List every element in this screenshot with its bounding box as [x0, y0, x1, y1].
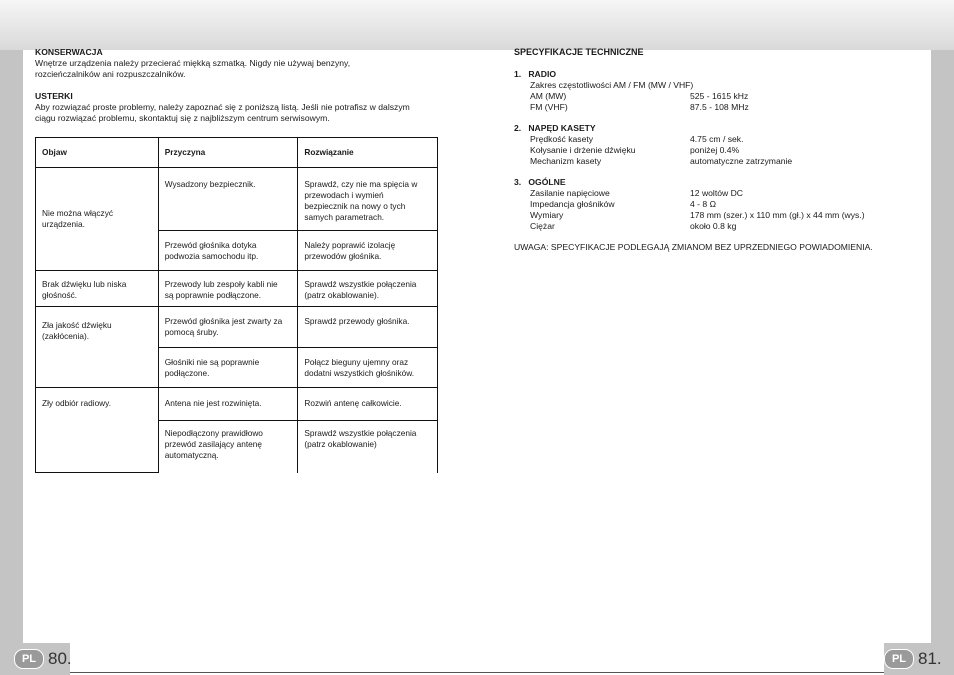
left-page-number	[14, 643, 72, 675]
spec-row	[514, 199, 914, 210]
table-row	[36, 271, 438, 307]
right-page-number	[884, 643, 942, 675]
solution-cell	[298, 271, 438, 307]
cell-line: Zły odbiór radiowy.	[42, 398, 112, 408]
spec-line: Zakres częstotliwości AM / FM (MW / VHF)	[530, 80, 694, 90]
column-header: Objaw	[36, 138, 159, 168]
cause-cell	[158, 348, 298, 388]
cell-line: Brak dźwięku lub niska	[42, 279, 127, 289]
spec-row	[514, 156, 914, 167]
left-margin-band	[0, 50, 23, 643]
cell-line: bezpiecznik na nowy o tych	[304, 201, 406, 211]
table-header-row	[36, 138, 438, 168]
table-row	[36, 388, 438, 421]
cause-cell	[158, 168, 298, 231]
header-band	[0, 0, 954, 50]
spec-row	[514, 91, 914, 102]
solution-cell	[298, 348, 438, 388]
spec-label: Wymiary	[530, 210, 564, 220]
cell-line: Zła jakość dźwięku	[42, 320, 112, 330]
spec-label: Kołysanie i drżenie dźwięku	[530, 145, 636, 155]
spec-label: Ciężar	[530, 221, 555, 231]
spec-row	[514, 188, 914, 199]
cause-cell	[158, 388, 298, 421]
cell-line: Antena nie jest rozwinięta.	[164, 398, 262, 408]
spec-value: automatyczne zatrzymanie	[690, 156, 793, 166]
spec-label: Impedancja głośników	[530, 199, 615, 209]
paragraph-line: Wnętrze urządzenia należy przecierać miękką szmatką. Nigdy nie używaj benzyny,	[35, 58, 351, 68]
cell-line: Przewody lub zespoły kabli nie	[164, 279, 278, 289]
spec-row	[514, 145, 914, 156]
symptom-cell	[36, 388, 159, 473]
cell-line: głośność.	[42, 290, 78, 300]
cause-cell	[158, 307, 298, 348]
cell-line: samych parametrach.	[304, 212, 385, 222]
cell-line: (patrz okablowanie)	[304, 439, 377, 449]
cause-cell	[158, 231, 298, 271]
language-badge: PL	[884, 649, 914, 669]
spec-heading: 3. OGÓLNE	[514, 177, 566, 187]
cell-line: (zakłócenia).	[42, 331, 90, 341]
section-heading: USTERKI	[35, 91, 73, 101]
spec-value: 4.75 cm / sek.	[690, 134, 744, 144]
cell-line: podłączone.	[164, 368, 210, 378]
cell-line: pomocą śruby.	[164, 327, 219, 337]
cell-line: Sprawdź wszystkie połączenia	[304, 428, 417, 438]
solution-cell	[298, 421, 438, 473]
spec-label: Zasilanie napięciowe	[530, 188, 610, 198]
table-row	[36, 307, 438, 348]
spec-label: Mechanizm kasety	[530, 156, 602, 166]
solution-cell	[298, 168, 438, 231]
spec-row	[514, 221, 914, 232]
cell-line: są poprawnie podłączone.	[164, 290, 262, 300]
spec-value: 87.5 - 108 MHz	[690, 102, 749, 112]
footer-rule	[70, 672, 884, 673]
symptom-cell	[36, 307, 159, 388]
right-margin-band	[931, 50, 954, 643]
paragraph-line: ciągu rozwiązać problemu, skontaktuj się z najbliższym centrum serwisowym.	[35, 113, 330, 123]
page-title: SPECYFIKACJE TECHNICZNE	[514, 47, 644, 57]
spec-row	[514, 134, 914, 145]
column-header: Rozwiązanie	[298, 138, 438, 168]
spec-heading: 2. NAPĘD KASETY	[514, 123, 596, 133]
spec-row	[514, 102, 914, 113]
cell-line: Głośniki nie są poprawnie	[164, 357, 260, 367]
spec-value: 525 - 1615 kHz	[690, 91, 749, 101]
cell-line: przewodów głośnika.	[304, 251, 382, 261]
cell-line: Wysadzony bezpiecznik.	[164, 179, 256, 189]
symptom-cell	[36, 271, 159, 307]
cell-line: (patrz okablowanie).	[304, 290, 380, 300]
section-heading: KONSERWACJA	[35, 47, 103, 57]
spec-row	[514, 210, 914, 221]
spec-heading: 1. RADIO	[514, 69, 557, 79]
paragraph-line: rozcieńczalników ani rozpuszczalników.	[35, 69, 186, 79]
cell-line: Nie można włączyć	[42, 208, 114, 218]
spec-value: 4 - 8 Ω	[690, 199, 717, 209]
cell-line: dodatni wszystkich głośników.	[304, 368, 415, 378]
solution-cell	[298, 388, 438, 421]
spec-value: 12 woltów DC	[690, 188, 744, 198]
cell-line: przewodach i wymień	[304, 190, 384, 200]
spec-value: 178 mm (szer.) x 110 mm (gł.) x 44 mm (wys.)	[690, 210, 865, 220]
spec-label: FM (VHF)	[530, 102, 568, 112]
maintenance-section	[35, 47, 440, 80]
page-number: 80.	[48, 649, 72, 668]
cell-line: Sprawdź, czy nie ma spięcia w	[304, 179, 418, 189]
spec-label: AM (MW)	[530, 91, 567, 101]
paragraph-line: Aby rozwiązać proste problemy, należy zapoznać się z poniższą listą. Jeśli nie potrafisz w dalszym	[35, 102, 410, 112]
cell-line: Niepodłączony prawidłowo	[164, 428, 263, 438]
cell-line: Sprawdź wszystkie połączenia	[304, 279, 417, 289]
cell-line: Sprawdź przewody głośnika.	[304, 316, 410, 326]
cell-line: Należy poprawić izolację	[304, 240, 396, 250]
cell-line: Rozwiń antenę całkowicie.	[304, 398, 402, 408]
cell-line: przewód zasilający antenę	[164, 439, 263, 449]
spec-value: poniżej 0.4%	[690, 145, 740, 155]
cell-line: Połącz bieguny ujemny oraz	[304, 357, 409, 367]
solution-cell	[298, 231, 438, 271]
specifications-section	[514, 47, 914, 253]
page-number: 81.	[918, 649, 942, 668]
cause-cell	[158, 271, 298, 307]
spec-label: Prędkość kasety	[530, 134, 594, 144]
cell-line: podwozia samochodu itp.	[164, 251, 259, 261]
cause-cell	[158, 421, 298, 473]
spec-value: około 0.8 kg	[690, 221, 737, 231]
troubleshooting-section	[35, 91, 440, 124]
cell-line: automatyczną.	[164, 450, 219, 460]
table-row	[36, 168, 438, 231]
symptom-cell	[36, 168, 159, 271]
spec-note: UWAGA: SPECYFIKACJE PODLEGAJĄ ZMIANOM BEZ UPRZEDNIEGO POWIADOMIENIA.	[514, 242, 873, 252]
solution-cell	[298, 307, 438, 348]
cell-line: Przewód głośnika dotyka	[164, 240, 257, 250]
cell-line: Przewód głośnika jest zwarty za	[164, 316, 283, 326]
cell-line: urządzenia.	[42, 219, 85, 229]
language-badge: PL	[14, 649, 44, 669]
column-header: Przyczyna	[158, 138, 298, 168]
troubleshooting-table	[35, 137, 438, 473]
